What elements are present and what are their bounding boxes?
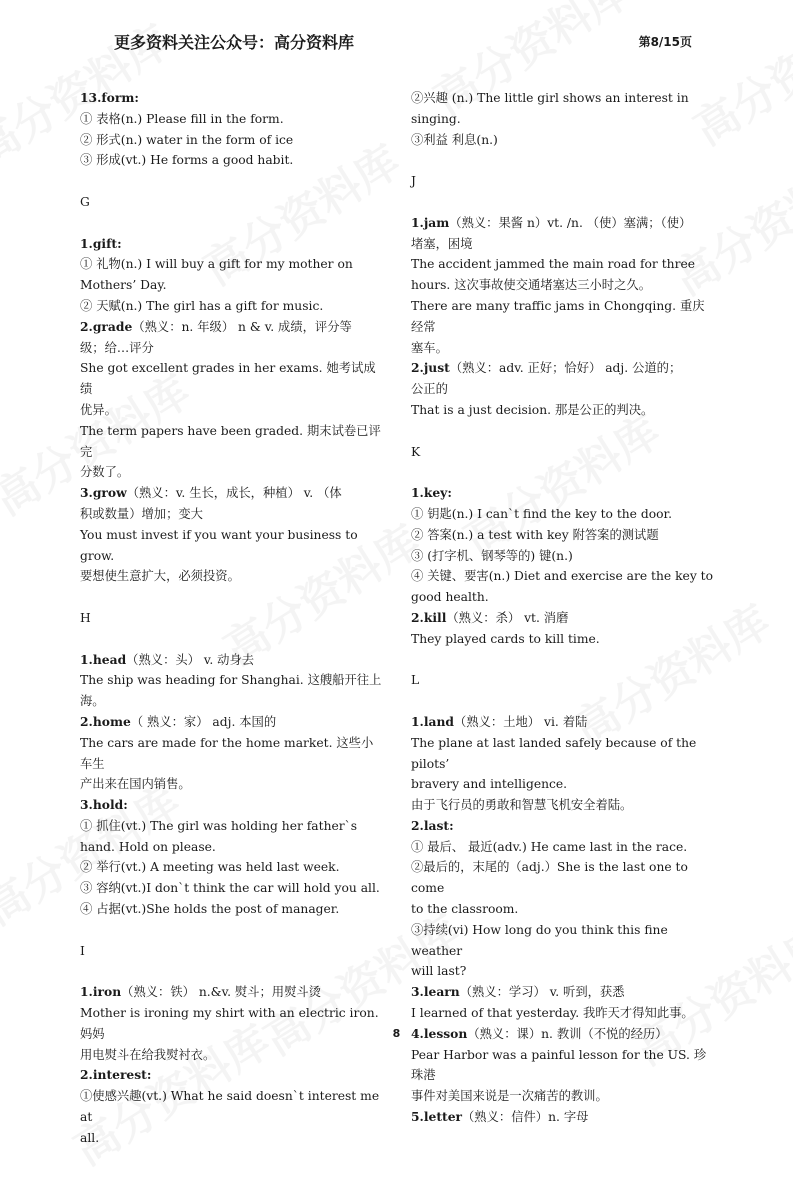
vocab-definition: （熟义：头） v. 动身去 xyxy=(126,652,255,667)
vocab-word: 4.lesson xyxy=(411,1025,468,1041)
text-line: ③ 形成(vt.) He forms a good habit. xyxy=(80,153,294,168)
text-line: ③ (打字机、钢琴等的) 键(n.) xyxy=(411,548,573,563)
text-line: ① 表格(n.) Please fill in the form. xyxy=(80,111,284,126)
text-line: 塞车。 xyxy=(411,340,448,355)
vocab-definition: （熟义：n. 年级） n & v. 成绩，评分等 xyxy=(132,319,352,334)
text-line: bravery and intelligence. xyxy=(411,777,568,792)
vocab-definition: （熟义：学习） v. 听到，获悉 xyxy=(459,985,625,1000)
text-line: ② 天赋(n.) The girl has a gift for music. xyxy=(80,298,324,313)
spacer xyxy=(411,462,716,483)
vocab-word: 1.iron xyxy=(80,984,122,1000)
spacer xyxy=(411,150,716,171)
text-line: hand. Hold on please. xyxy=(80,839,216,854)
text-line: Mother is ironing my shirt with an electric iron. 妈妈 xyxy=(80,1006,379,1041)
vocab-heading: 1.key: xyxy=(411,485,452,501)
spacer xyxy=(80,920,385,941)
spacer xyxy=(80,213,385,234)
right-column xyxy=(411,88,716,1128)
section-letter: L xyxy=(411,673,420,688)
text-line: ③利益 利息(n.) xyxy=(411,132,498,147)
section-letter: G xyxy=(80,194,90,209)
vocab-heading: 3.hold: xyxy=(80,797,128,813)
spacer xyxy=(80,587,385,608)
text-line: 公正的 xyxy=(411,382,448,397)
text-line: The cars are made for the home market. 这些小车生 xyxy=(80,735,374,771)
vocab-entry xyxy=(411,608,716,629)
vocab-entry xyxy=(411,213,716,234)
vocab-word: 2.grade xyxy=(80,318,133,334)
text-line: 海。 xyxy=(80,694,105,709)
vocab-definition: （熟义：杀） vt. 消磨 xyxy=(446,610,569,625)
text-line: 用电熨斗在给我熨衬衣。 xyxy=(80,1047,216,1062)
text-line: 分数了。 xyxy=(80,465,130,480)
text-line: ① 礼物(n.) I will buy a gift for my mother on xyxy=(80,257,353,272)
text-line: ④ 占据(vt.)She holds the post of manager. xyxy=(80,902,340,917)
vocab-heading: 13.form: xyxy=(80,90,139,105)
text-line: The accident jammed the main road for three xyxy=(411,257,696,272)
text-line: That is a just decision. 那是公正的判决。 xyxy=(411,402,654,417)
header-title: 更多资料关注公众号：高分资料库 xyxy=(114,33,355,52)
text-line: 积或数量）增加；变大 xyxy=(80,506,203,521)
vocab-entry xyxy=(80,712,385,733)
text-line: 级；给…评分 xyxy=(80,340,154,355)
section-letter: H xyxy=(80,610,91,625)
text-line: ①使感兴趣(vt.) What he said doesn`t interest me at xyxy=(80,1089,380,1125)
text-line: ④ 关键、要害(n.) Diet and exercise are the key to xyxy=(411,569,714,584)
text-line: singing. xyxy=(411,111,461,126)
text-line: There are many traffic jams in Chongqing. 重庆经常 xyxy=(411,298,705,334)
vocab-definition: （ 熟义：家） adj. 本国的 xyxy=(130,714,277,729)
spacer xyxy=(80,629,385,650)
vocab-definition: （熟义：果酱 n）vt. /n. （使）塞满；（使） xyxy=(449,215,692,230)
vocab-definition: （熟义：课）n. 教训（不悦的经历） xyxy=(467,1026,668,1041)
section-letter: K xyxy=(411,444,421,459)
vocab-word: 2.just xyxy=(411,360,450,376)
vocab-entry xyxy=(411,358,716,379)
text-line: She got excellent grades in her exams. 她考试成绩 xyxy=(80,361,376,397)
text-line: good health. xyxy=(411,590,489,605)
vocab-heading: 1.gift: xyxy=(80,235,122,251)
text-line: 事件对美国来说是一次痛苦的教训。 xyxy=(411,1089,608,1104)
spacer xyxy=(80,171,385,192)
text-line: I learned of that yesterday. 我昨天才得知此事。 xyxy=(411,1006,694,1021)
spacer xyxy=(411,691,716,712)
text-line: The plane at last landed safely because of the pilots’ xyxy=(411,735,697,771)
text-line: ③ 容纳(vt.)I don`t think the car will hold you all. xyxy=(80,881,380,896)
page-label: 第8/15页 xyxy=(638,35,692,49)
text-line: ③持续(vi) How long do you think this fine weather xyxy=(411,922,668,958)
vocab-word: 1.head xyxy=(80,651,127,667)
vocab-heading: 2.interest: xyxy=(80,1067,152,1083)
spacer xyxy=(411,650,716,671)
text-line: Pear Harbor was a painful lesson for the US. 珍珠港 xyxy=(411,1047,707,1083)
text-line: ① 钥匙(n.) I can`t find the key to the door. xyxy=(411,506,672,521)
spacer xyxy=(411,192,716,213)
text-line: They played cards to kill time. xyxy=(411,631,600,646)
vocab-definition: （熟义：adv. 正好；恰好） adj. 公道的； xyxy=(449,361,682,376)
text-line: You must invest if you want your business to grow. xyxy=(80,527,358,563)
vocab-entry xyxy=(80,317,385,338)
section-letter: J xyxy=(411,174,416,189)
vocab-word: 1.land xyxy=(411,713,455,729)
text-line: The ship was heading for Shanghai. 这艘船开往上 xyxy=(80,673,382,688)
vocab-definition: （熟义：信件）n. 字母 xyxy=(462,1110,589,1125)
text-line: 优异。 xyxy=(80,402,117,417)
left-column xyxy=(80,88,385,1149)
vocab-heading: 2.last: xyxy=(411,817,454,833)
text-line: The term papers have been graded. 期末试卷已评完 xyxy=(80,423,381,459)
text-line: all. xyxy=(80,1130,100,1145)
text-line: ① 最后、 最近(adv.) He came last in the race. xyxy=(411,839,688,854)
text-line: ②兴趣 (n.) The little girl shows an interest in xyxy=(411,91,689,105)
vocab-entry xyxy=(80,650,385,671)
vocab-definition: （熟义：铁） n.&v. 熨斗；用熨斗烫 xyxy=(121,985,321,1000)
text-line: to the classroom. xyxy=(411,902,519,917)
section-letter: I xyxy=(80,943,85,958)
vocab-entry xyxy=(80,483,385,504)
text-line: ② 举行(vt.) A meeting was held last week. xyxy=(80,860,340,875)
vocab-definition: （熟义：土地） vi. 着陆 xyxy=(454,714,588,729)
vocab-word: 3.grow xyxy=(80,485,127,501)
vocab-definition: （熟义：v. 生长，成长，种植） v. （体 xyxy=(126,486,342,501)
text-line: 堵塞，困境 xyxy=(411,236,473,251)
page-number: 8 xyxy=(392,1027,401,1040)
text-line: ② 答案(n.) a test with key 附答案的测试题 xyxy=(411,527,659,542)
vocab-entry xyxy=(80,982,385,1003)
vocab-entry xyxy=(411,712,716,733)
spacer xyxy=(80,961,385,982)
vocab-word: 1.jam xyxy=(411,214,450,230)
vocab-entry xyxy=(411,982,716,1003)
text-line: hours. 这次事故使交通堵塞达三小时之久。 xyxy=(411,278,651,293)
text-line: 产出来在国内销售。 xyxy=(80,777,191,792)
text-line: ②最后的，末尾的（adj.）She is the last one to come xyxy=(411,860,688,896)
text-line: Mothers’ Day. xyxy=(80,278,167,293)
text-line: 要想使生意扩大，必须投资。 xyxy=(80,569,240,584)
text-line: ① 抓住(vt.) The girl was holding her father`s xyxy=(80,818,358,833)
vocab-word: 3.learn xyxy=(411,984,460,1000)
spacer xyxy=(411,421,716,442)
vocab-entry xyxy=(411,1107,716,1128)
vocab-word: 5.letter xyxy=(411,1109,462,1125)
text-line: will last? xyxy=(411,964,467,979)
vocab-word: 2.kill xyxy=(411,609,447,625)
vocab-word: 2.home xyxy=(80,713,131,729)
text-line: 由于飞行员的勇敢和智慧飞机安全着陆。 xyxy=(411,798,633,813)
text-line: ② 形式(n.) water in the form of ice xyxy=(80,132,294,147)
